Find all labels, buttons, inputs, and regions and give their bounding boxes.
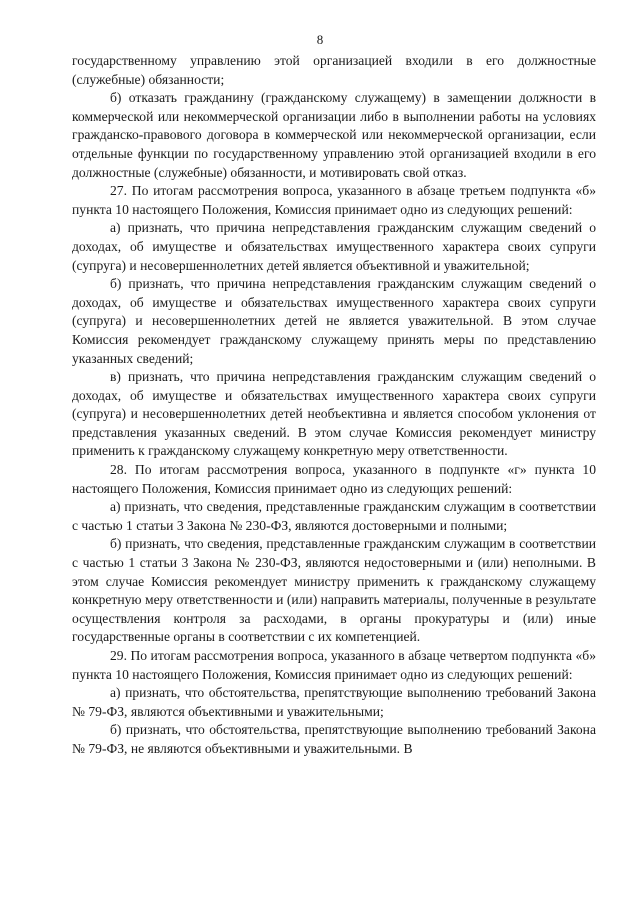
paragraph: б) признать, что сведения, представленные гражданским служащим в соответствии с частью 1 статьи 3 Закона № 230-ФЗ, являются недостоверными и (или) неполными. В этом случае Комиссия рекомендует министру применить к гражданскому служащему конкретную меру ответственности и (или) направить материалы, полученные в результате осуществления контроля за расходами, в органы прокуратуры и (или) иные государственные органы в соответствии с их компетенцией. — [72, 536, 596, 645]
paragraph: 28. По итогам рассмотрения вопроса, указанного в подпункте «г» пункта 10 настоящего Положения, Комиссия принимает одно из следующих решений: — [72, 462, 596, 496]
paragraph: б) признать, что причина непредставления гражданским служащим сведений о доходах, об имуществе и обязательствах имущественного характера своих супруги (супруга) и несовершеннолетних детей не является уважительной. В этом случае Комиссия рекомендует гражданскому служащему принять меры по представлению указанных сведений; — [72, 276, 596, 366]
paragraph: в) признать, что причина непредставления гражданским служащим сведений о доходах, об имуществе и обязательствах имущественного характера своих супруги (супруга) и несовершеннолетних детей необъективна и является способом уклонения от представления указанных сведений. В этом случае Комиссия рекомендует министру применить к гражданскому служащему конкретную меру ответственности. — [72, 369, 596, 459]
paragraph: а) признать, что причина непредставления гражданским служащим сведений о доходах, об имуществе и обязательствах имущественного характера своих супруги (супруга) и несовершеннолетних детей является объективной и уважительной; — [72, 220, 596, 273]
paragraph: 29. По итогам рассмотрения вопроса, указанного в абзаце четвертом подпункта «б» пункта 10 настоящего Положения, Комиссия принимает одно из следующих решений: — [72, 648, 596, 682]
paragraph: а) признать, что обстоятельства, препятствующие выполнению требований Закона № 79-ФЗ, являются объективными и уважительными; — [72, 685, 596, 719]
document-body — [72, 52, 596, 759]
paragraph: 27. По итогам рассмотрения вопроса, указанного в абзаце третьем подпункта «б» пункта 10 настоящего Положения, Комиссия принимает одно из следующих решений: — [72, 183, 596, 217]
paragraph: государственному управлению этой организацией входили в его должностные (служебные) обязанности; — [72, 53, 596, 87]
paragraph: б) признать, что обстоятельства, препятствующие выполнению требований Закона № 79-ФЗ, не являются объективными и уважительными. В — [72, 722, 596, 756]
paragraph: б) отказать гражданину (гражданскому служащему) в замещении должности в коммерческой или некоммерческой организации либо в выполнении работы на условиях гражданско-правового договора в коммерческой или некоммерческой организации, если отдельные функции по государственному управлению этой организацией входили в его должностные (служебные) обязанности, и мотивировать свой отказ. — [72, 90, 596, 180]
page-number: 8 — [316, 32, 324, 47]
paragraph: а) признать, что сведения, представленные гражданским служащим в соответствии с частью 1 статьи 3 Закона № 230-ФЗ, являются достоверными и полными; — [72, 499, 596, 533]
